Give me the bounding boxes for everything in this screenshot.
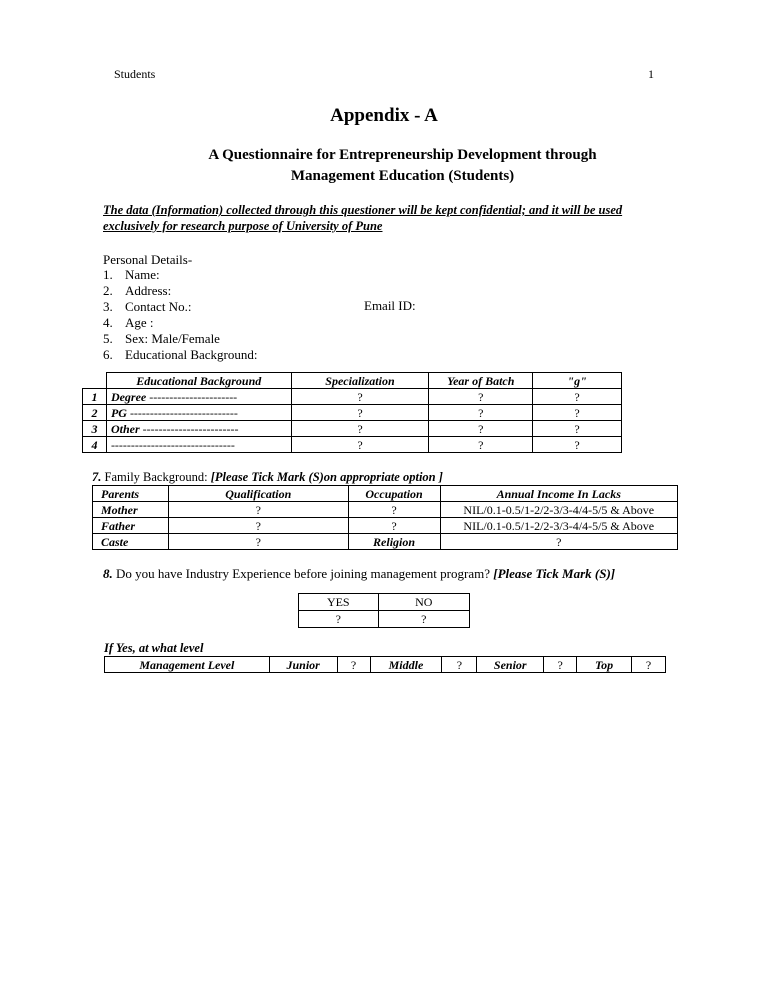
level-checkbox[interactable]: ? (442, 657, 477, 673)
col-header: Occupation (348, 486, 440, 502)
level-question-label: If Yes, at what level (104, 641, 204, 655)
col-header: Year of Batch (429, 373, 533, 389)
col-header: "g" (533, 373, 622, 389)
table-row: Caste ? Religion ? (93, 534, 678, 550)
personal-details-list (103, 267, 258, 363)
income-options[interactable]: NIL/0.1-0.5/1-2/2-3/3-4/4-5/5 & Above (440, 518, 678, 534)
personal-detail-item: 4. Age : (103, 315, 154, 330)
personal-detail-item: 2. Address: (103, 283, 172, 298)
level-option-label: Junior (269, 657, 337, 673)
col-header: Qualification (168, 486, 348, 502)
checkbox-cell[interactable]: ? (533, 421, 622, 437)
table-row: Father ? ? NIL/0.1-0.5/1-2/2-3/3-4/4-5/5 & Above (93, 518, 678, 534)
checkbox-cell[interactable]: ? (533, 405, 622, 421)
checkbox-cell[interactable]: ? (440, 534, 678, 550)
checkbox-cell[interactable]: ? (291, 421, 429, 437)
income-options[interactable]: NIL/0.1-0.5/1-2/2-3/3-4/4-5/5 & Above (440, 502, 678, 518)
education-table (82, 372, 622, 453)
checkbox-cell[interactable]: ? (429, 421, 533, 437)
questionnaire-title (150, 145, 655, 187)
personal-details-heading: Personal Details- (103, 252, 193, 267)
table-row: 4 ------------------------------- ? ? ? (83, 437, 622, 453)
email-label: Email ID: (364, 298, 416, 313)
checkbox-cell[interactable]: ? (429, 405, 533, 421)
no-checkbox[interactable]: ? (378, 611, 469, 628)
family-background-table (92, 485, 678, 550)
checkbox-cell[interactable]: ? (533, 437, 622, 453)
table-header-row (83, 373, 622, 389)
col-header: Specialization (291, 373, 429, 389)
checkbox-cell[interactable]: ? (291, 437, 429, 453)
checkbox-cell[interactable]: ? (533, 389, 622, 405)
table-row: 3 Other ------------------------ ? ? ? (83, 421, 622, 437)
yes-checkbox[interactable]: ? (299, 611, 379, 628)
table-header-row (93, 486, 678, 502)
checkbox-cell[interactable]: ? (429, 389, 533, 405)
level-option-label: Top (577, 657, 632, 673)
level-option-label: Senior (477, 657, 544, 673)
confidentiality-note: The data (Information) collected through this questioner will be kept confidential; and it will be used exclusively for research purpose of University of Pune (103, 203, 623, 233)
table-row: Mother ? ? NIL/0.1-0.5/1-2/2-3/3-4/4-5/5 & Above (93, 502, 678, 518)
appendix-title: Appendix - A (330, 105, 438, 126)
level-checkbox[interactable]: ? (544, 657, 577, 673)
checkbox-cell[interactable]: ? (348, 518, 440, 534)
page-number: 1 (648, 67, 654, 81)
industry-experience-question: 8. Do you have Industry Experience before joining management program? [Please Tick Mark (S)] (103, 566, 616, 581)
table-row: 1 Degree ---------------------- ? ? ? (83, 389, 622, 405)
running-header: Students (114, 67, 156, 81)
checkbox-cell[interactable]: ? (291, 389, 429, 405)
management-level-header: Management Level (105, 657, 270, 673)
checkbox-cell[interactable]: ? (168, 518, 348, 534)
col-header: Educational Background (106, 373, 291, 389)
table-row: 2 PG --------------------------- ? ? ? (83, 405, 622, 421)
personal-detail-item: 5. Sex: Male/Female (103, 331, 220, 346)
personal-detail-item: 1. Name: (103, 267, 160, 282)
no-label: NO (378, 594, 469, 611)
questionnaire-title-line2: Management Education (Students) (290, 168, 515, 184)
personal-detail-item: 6. Educational Background: (103, 347, 258, 362)
checkbox-cell[interactable]: ? (168, 534, 348, 550)
checkbox-cell[interactable]: ? (429, 437, 533, 453)
col-header: Parents (93, 486, 169, 502)
level-option-label: Middle (370, 657, 442, 673)
family-background-label: 7. Family Background: [Please Tick Mark (S)on appropriate option ] (92, 470, 443, 484)
yes-no-table (298, 593, 470, 628)
checkbox-cell[interactable]: ? (291, 405, 429, 421)
checkbox-cell[interactable]: ? (348, 502, 440, 518)
level-checkbox[interactable]: ? (337, 657, 370, 673)
col-header: Annual Income In Lacks (440, 486, 678, 502)
questionnaire-title-line1: A Questionnaire for Entrepreneurship Development through (208, 147, 597, 163)
personal-detail-item: 3. Contact No.: (103, 299, 192, 314)
yes-label: YES (299, 594, 379, 611)
checkbox-cell[interactable]: ? (168, 502, 348, 518)
management-level-table (104, 656, 666, 673)
level-checkbox[interactable]: ? (632, 657, 666, 673)
